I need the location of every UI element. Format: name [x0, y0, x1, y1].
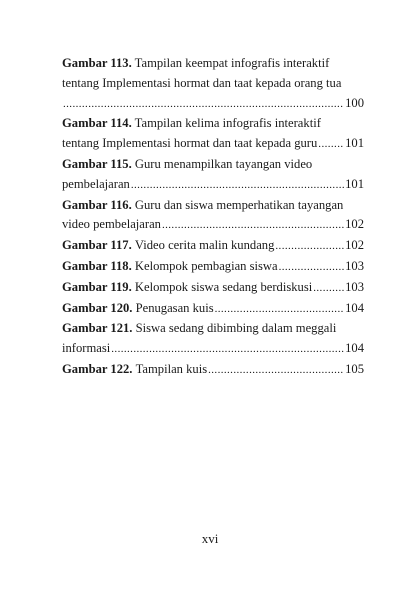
figure-title: Siswa sedang dibimbing dalam meggali: [135, 321, 337, 336]
page-ref: 104: [345, 341, 364, 356]
dot-leader: [131, 175, 344, 196]
figure-title: tentang Implementasi hormat dan taat kepada guru: [62, 136, 318, 151]
page-ref: 101: [345, 176, 364, 191]
page-ref: 105: [345, 361, 364, 376]
page-ref: 104: [345, 300, 364, 315]
page-ref: 103: [345, 279, 364, 294]
toc-entry[interactable]: [62, 196, 364, 237]
figure-title: Guru menampilkan tayangan video: [134, 156, 313, 171]
page-ref: 102: [345, 238, 364, 253]
dot-leader: [215, 299, 345, 320]
figure-label: Gambar 115.: [62, 156, 132, 171]
list-of-figures: [62, 54, 364, 381]
figure-label: Gambar 117.: [62, 238, 132, 253]
figure-label: Gambar 121.: [62, 321, 133, 336]
figure-label: Gambar 114.: [62, 116, 132, 131]
page-ref: 100: [345, 95, 364, 110]
toc-entry[interactable]: [62, 54, 364, 114]
figure-title: Guru dan siswa memperhatikan tayangan: [134, 197, 344, 212]
figure-title: video pembelajaran: [62, 217, 161, 232]
figure-label: Gambar 113.: [62, 56, 132, 70]
figure-title: Tampilan keempat infografis interaktif: [134, 56, 330, 70]
toc-entry[interactable]: [62, 155, 364, 196]
figure-title: Penugasan kuis: [135, 300, 214, 315]
dot-leader: [279, 257, 345, 278]
toc-entry[interactable]: [62, 299, 364, 320]
dot-leader: [162, 215, 344, 236]
dot-leader: [313, 278, 344, 299]
dot-leader: [318, 134, 344, 155]
toc-entry[interactable]: [62, 236, 364, 257]
figure-title: informasi: [62, 341, 111, 356]
figure-title: Kelompok pembagian siswa: [134, 258, 278, 273]
figure-title: Kelompok siswa sedang berdiskusi: [134, 279, 313, 294]
toc-entry[interactable]: [62, 114, 364, 155]
toc-entry[interactable]: [62, 257, 364, 278]
figure-title: pembelajaran: [62, 176, 130, 191]
dot-leader: [275, 236, 344, 257]
figure-title: Tampilan kelima infografis interaktif: [134, 116, 321, 131]
page-ref: 101: [345, 136, 364, 151]
page-ref: 102: [345, 217, 364, 232]
toc-entry[interactable]: [62, 278, 364, 299]
dot-leader: [111, 339, 344, 360]
toc-entry[interactable]: [62, 319, 364, 360]
figure-label: Gambar 116.: [62, 197, 132, 212]
figure-label: Gambar 120.: [62, 300, 133, 315]
figure-label: Gambar 118.: [62, 258, 132, 273]
figure-title: Tampilan kuis: [135, 361, 208, 376]
toc-entry[interactable]: [62, 360, 364, 381]
figure-label: Gambar 119.: [62, 279, 132, 294]
figure-label: Gambar 122.: [62, 361, 133, 376]
figure-title: Video cerita malin kundang: [134, 238, 275, 253]
dot-leader: [63, 94, 344, 115]
figure-title: tentang Implementasi hormat dan taat kepada orang tua: [62, 75, 342, 90]
dot-leader: [208, 360, 344, 381]
page-ref: 103: [345, 258, 364, 273]
page-number: xvi: [201, 531, 219, 546]
